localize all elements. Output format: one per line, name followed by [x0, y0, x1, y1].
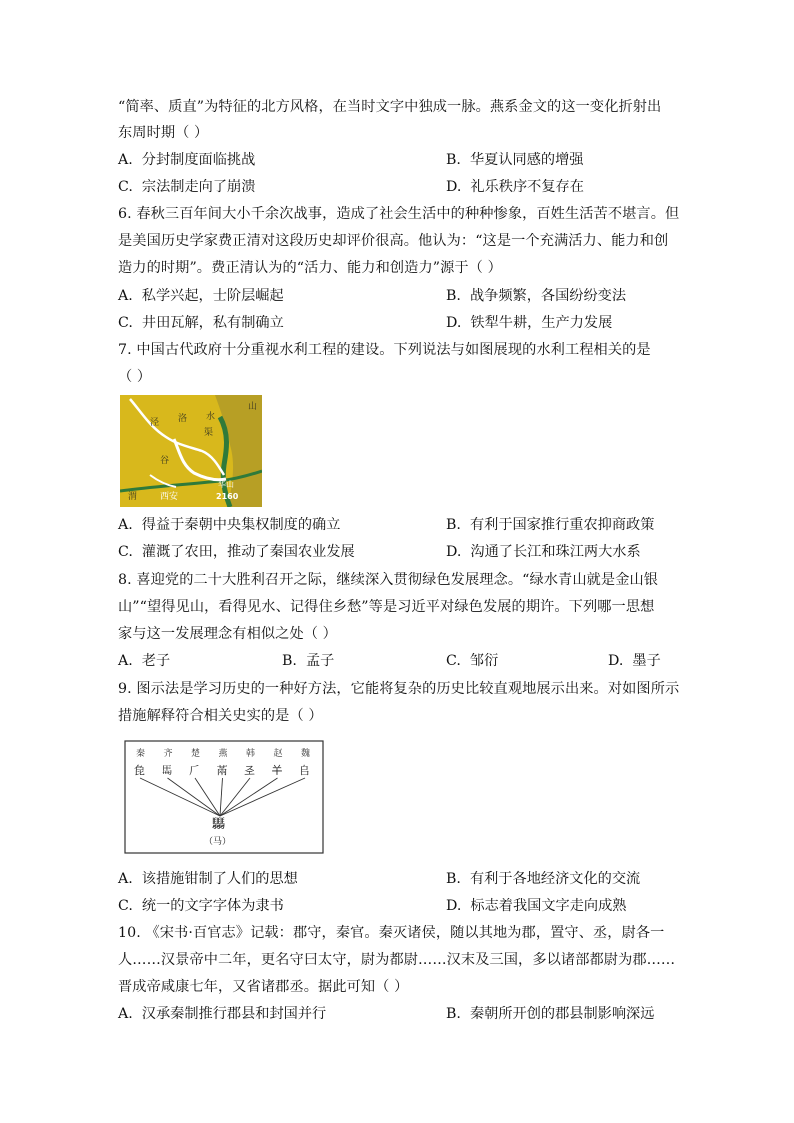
diagram-result-label: （马） — [204, 837, 232, 847]
q6-stem-line3: 造力的时期”。费正清认为的“活力、能力和创造力”源于（ ） — [118, 260, 502, 276]
map-label-shui: 水 — [206, 412, 216, 422]
diagram-glyph-4: 𢀖 — [244, 764, 255, 777]
q8-option-a[interactable]: A. 老子 — [118, 653, 171, 669]
q9-option-b[interactable]: B. 有利于各地经济文化的交流 — [446, 871, 641, 887]
q9-option-c[interactable]: C. 统一的文字字体为隶书 — [118, 898, 284, 914]
q10-stem-line3: 晋成帝咸康七年，又省诸郡丞。据此可知（ ） — [118, 979, 409, 995]
q5-option-d[interactable]: D. 礼乐秩序不复存在 — [446, 179, 584, 195]
q6-option-d[interactable]: D. 铁犁牛耕，生产力发展 — [446, 315, 613, 331]
diagram-state-1: 齐 — [163, 749, 173, 759]
q5-option-b[interactable]: B. 华夏认同感的增强 — [446, 152, 584, 168]
q9-stem-line1: 9. 图示法是学习历史的一种好方法，它能将复杂的历史比较直观地展示出来。对如图所示 — [118, 681, 680, 697]
diagram-state-3: 燕 — [218, 749, 228, 759]
diagram-state-6: 魏 — [301, 749, 311, 759]
map-label-elevation: 2160 — [216, 492, 239, 501]
diagram-glyph-1: 𩡧 — [161, 764, 173, 777]
q10-option-b[interactable]: B. 秦朝所开创的郡县制影响深远 — [446, 1006, 655, 1022]
diagram-glyph-6: 𠂤 — [299, 764, 310, 777]
diagram-result-glyph: 𩧢 — [212, 817, 226, 832]
map-label-huashan: 华山 — [218, 480, 234, 489]
diagram-glyph-3: 㒼 — [216, 764, 228, 777]
q7-option-b[interactable]: B. 有利于国家推行重农抑商政策 — [446, 517, 655, 533]
q8-stem-line3: 家与这一发展理念有相似之处（ ） — [118, 626, 337, 642]
diagram-state-4: 韩 — [246, 749, 256, 759]
diagram-glyph-0: 㲋 — [134, 764, 145, 777]
q6-option-a[interactable]: A. 私学兴起，士阶层崛起 — [118, 288, 284, 304]
diagram-glyph-5: 𢆉 — [271, 764, 283, 777]
q10-option-a[interactable]: A. 汉承秦制推行郡县和封国并行 — [118, 1006, 327, 1022]
script-unification-diagram — [124, 740, 324, 854]
q10-stem-line1: 10. 《宋书·百官志》记载：郡守，秦官。秦灭诸侯，随以其地为郡，置守、丞，尉各一 — [118, 925, 665, 941]
diagram-state-2: 楚 — [191, 749, 201, 759]
q7-stem-line2: （ ） — [118, 369, 152, 385]
map-label-shan: 山 — [248, 402, 258, 412]
q6-stem-line1: 6. 春秋三百年间大小千余次战事，造成了社会生活中的种种惨象，百姓生活苦不堪言。但 — [118, 206, 680, 222]
q7-stem-line1: 7. 中国古代政府十分重视水利工程的建设。下列说法与如图展现的水利工程相关的是 — [118, 342, 651, 358]
map-label-gu: 谷 — [160, 456, 170, 466]
diagram-glyph-2: 𠂆 — [189, 764, 200, 777]
q5-option-a[interactable]: A. 分封制度面临挑战 — [118, 152, 256, 168]
map-label-wei: 渭 — [128, 492, 138, 502]
zhengguo-canal-map — [120, 395, 262, 507]
q5-option-c[interactable]: C. 宗法制走向了崩溃 — [118, 179, 256, 195]
q6-option-b[interactable]: B. 战争频繁，各国纷纷变法 — [446, 288, 627, 304]
q7-option-d[interactable]: D. 沟通了长江和珠江两大水系 — [446, 544, 641, 560]
q6-stem-line2: 是美国历史学家费正清对这段历史却评价很高。他认为：“这是一个充满活力、能力和创 — [118, 233, 669, 249]
q9-option-a[interactable]: A. 该措施钳制了人们的思想 — [118, 871, 298, 887]
q8-stem-line2: 山”“望得见山，看得见水、记得住乡愁”等是习近平对绿色发展的期许。下列哪一思想 — [118, 599, 655, 615]
diagram-state-5: 赵 — [273, 749, 283, 759]
q7-option-c[interactable]: C. 灌溉了农田，推动了秦国农业发展 — [118, 544, 355, 560]
map-label-qu: 渠 — [204, 428, 214, 438]
q8-stem-line1: 8. 喜迎党的二十大胜利召开之际，继续深入贯彻绿色发展理念。“绿水青山就是金山银 — [118, 572, 659, 588]
q10-stem-line2: 人……汉景帝中二年，更名守曰太守，尉为都尉……汉末及三国，多以诸部都尉为郡…… — [118, 952, 676, 968]
q5-stem-line1: “简率、质直”为特征的北方风格，在当时文字中独成一脉。燕系金文的这一变化折射出 — [118, 99, 662, 115]
q8-option-c[interactable]: C. 邹衍 — [446, 653, 499, 669]
diagram-state-0: 秦 — [136, 749, 146, 759]
q7-option-a[interactable]: A. 得益于秦朝中央集权制度的确立 — [118, 517, 341, 533]
map-label-luo: 洛 — [178, 414, 188, 424]
map-label-xian: 西安 — [160, 492, 179, 502]
q8-option-d[interactable]: D. 墨子 — [608, 653, 661, 669]
q8-option-b[interactable]: B. 孟子 — [282, 653, 335, 669]
q9-option-d[interactable]: D. 标志着我国文字走向成熟 — [446, 898, 627, 914]
map-label-jing: 泾 — [150, 418, 160, 428]
q9-stem-line2: 措施解释符合相关史实的是（ ） — [118, 708, 323, 724]
q5-stem-line2: 东周时期（ ） — [118, 125, 209, 141]
q6-option-c[interactable]: C. 井田瓦解，私有制确立 — [118, 315, 284, 331]
